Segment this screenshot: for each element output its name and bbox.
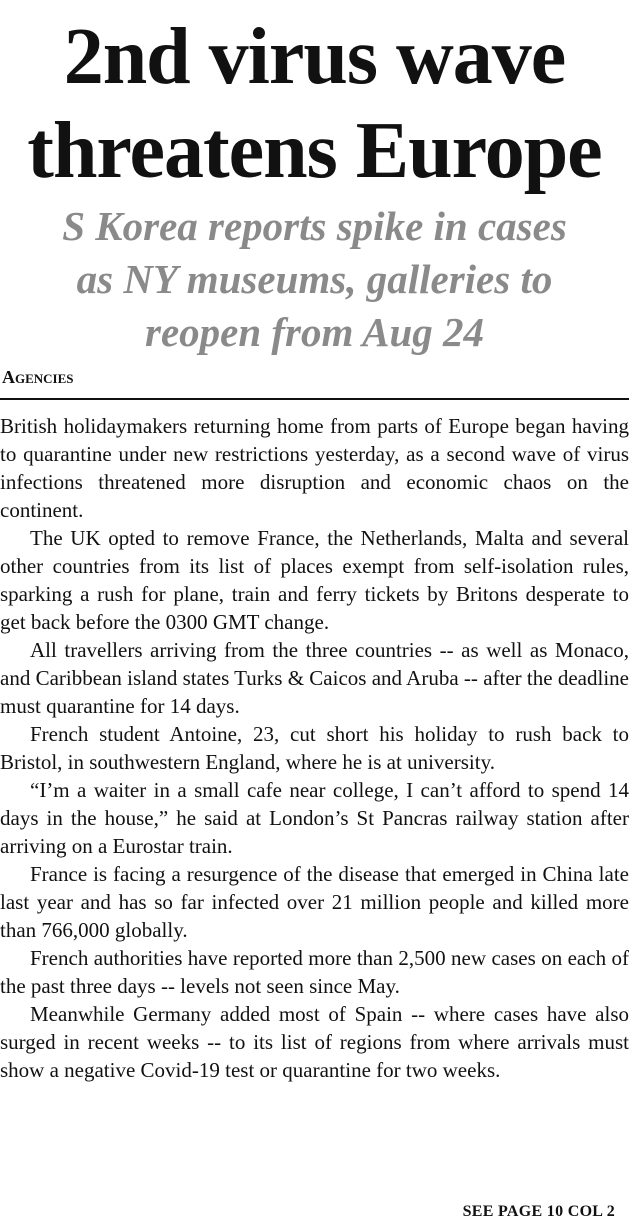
body-paragraph: All travellers arriving from the three countries -- as well as Monaco, and Caribbean island states Turks & Caicos and Aruba -- after the deadline must quarantine for 14 days. xyxy=(0,638,629,718)
subhead-line-2: as NY museums, galleries to xyxy=(76,256,553,302)
headline xyxy=(0,10,629,198)
subheadline xyxy=(0,200,629,359)
body-paragraph: The UK opted to remove France, the Netherlands, Malta and several other countries from its list of places exempt from self-isolation rules, sparking a rush for plane, train and ferry tickets by Britons desperate to get back before the 0300 GMT change. xyxy=(0,526,629,634)
subhead-line-1: S Korea reports spike in cases xyxy=(62,203,567,249)
headline-line-1: 2nd virus wave xyxy=(63,13,566,101)
body-paragraph: French student Antoine, 23, cut short his holiday to rush back to Bristol, in southwestern England, where he is at university. xyxy=(0,722,629,774)
body-paragraph: British holidaymakers returning home from parts of Europe began having to quarantine under new restrictions yesterday, as a second wave of virus infections threatened more disruption and economic chaos on the continent. xyxy=(0,414,629,522)
body-paragraph: Meanwhile Germany added most of Spain -- where cases have also surged in recent weeks -- to its list of regions from where arrivals must show a negative Covid-19 test or quarantine for two weeks. xyxy=(0,1002,629,1082)
byline: Agencies xyxy=(2,367,74,387)
continued-on-page-note: SEE PAGE 10 COL 2 xyxy=(462,1203,615,1220)
subhead-line-3: reopen from Aug 24 xyxy=(144,309,485,355)
article-body xyxy=(0,412,629,1084)
body-paragraph: “I’m a waiter in a small cafe near college, I can’t afford to spend 14 days in the house,” he said at London’s St Pancras railway station after arriving on a Eurostar train. xyxy=(0,778,629,858)
byline-divider xyxy=(0,398,629,400)
headline-line-2: threatens Europe xyxy=(27,107,602,195)
body-paragraph: France is facing a resurgence of the disease that emerged in China late last year and has so far infected over 21 million people and killed more than 766,000 globally. xyxy=(0,862,629,942)
body-paragraph: French authorities have reported more than 2,500 new cases on each of the past three days -- levels not seen since May. xyxy=(0,946,629,998)
